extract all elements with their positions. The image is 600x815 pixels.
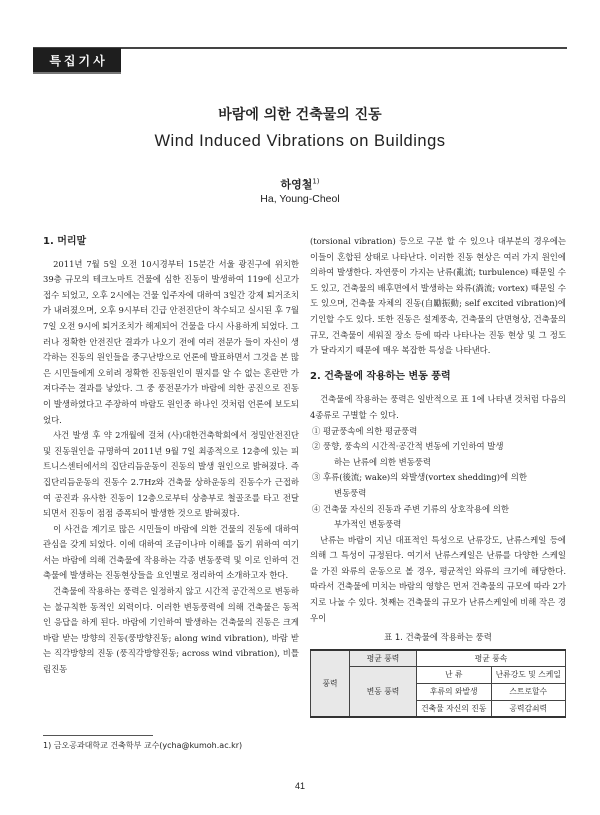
table-caption: 표 1. 건축물에 작용하는 풍력 bbox=[384, 632, 492, 643]
table-row bbox=[311, 650, 566, 667]
title-korean: 바람에 의한 건축물의 진동 bbox=[218, 107, 382, 123]
table-cell: 건축물 자신의 진동 bbox=[417, 700, 492, 717]
paragraph: 건축물에 작용하는 풍력은 일반적으로 표 1에 나타낸 것처럼 다음의 4종류로 구별할 수 있다. bbox=[310, 394, 566, 420]
footnote-rule bbox=[43, 735, 153, 736]
table-cell: 평균 풍속 bbox=[417, 650, 566, 667]
list-item: ④ 건축물 자신의 진동과 주변 기류의 상호작용에 의한 bbox=[312, 503, 509, 514]
paragraph: 난류는 바람이 지닌 대표적인 특성으로 난류강도, 난류스케일 등에 의해 그 특성이 규정된다. 여기서 난류스케일은 난류를 다양한 스케일을 가진 와류의 운동으로 볼 경우, 평균적인 와류의 크기에 해당한다. 따라서 건축물에 미치는 바람의 영향은 먼저 건축물의 규모에 따라 2가지로 나눌 수 있다. 첫째는 건축물의 규모가 난류스케일에 비해 작은 경우이 bbox=[310, 534, 566, 623]
list-item-continuation: 하는 난류에 의한 변동풍력 bbox=[334, 456, 431, 467]
author-korean bbox=[0, 176, 600, 192]
table-cell: 후류의 와발생 bbox=[417, 684, 492, 701]
left-column bbox=[43, 234, 299, 678]
list-item: ③ 후류(後流; wake)의 와발생(vortex shedding)에 의한 bbox=[312, 472, 527, 483]
author-english: Ha, Young-Cheol bbox=[260, 193, 340, 205]
paragraph-continuation: (torsional vibration) 등으로 구분 할 수 있으나 대부분의 경우에는 이들이 혼합된 상태로 나타난다. 이러한 진동 현상은 여러 가지 원인에 의하여 발생한다. 자연풍이 가지는 난류(亂流; turbulence) 때문일 수도 있고, 건축물의 배후면에서 발생하는 와류(渦流; vortex) 때문일 수도 있으며, 건축물 자체의 진동(自勵振動; self excited vibration)에 기인할 수도 있다. 또한 진동은 설계풍속, 건축물의 단면형상, 건축물의 규모, 건축물이 세워질 장소 등에 따라 나타나는 진동 현상 및 그 정도가 달라지기 때문에 매우 복잡한 특성을 나타낸다. bbox=[310, 236, 566, 356]
author-name: 하영철 bbox=[280, 178, 313, 191]
section-badge: 특집기사 bbox=[33, 48, 121, 72]
table-row-header: 풍력 bbox=[311, 650, 350, 717]
paragraph: 건축물에 작용하는 풍력은 일정하지 않고 시간적 공간적으로 변동하는 불규칙한 동적인 외력이다. 이러한 변동풍력에 의해 건축물은 동적인 응답을 하게 된다. 바람에 기인하여 발생하는 건축물의 진동은 크게 바람 받는 방향의 진동(풍방향진동; along wind vibration), 바람 받는 직각방향의 진동 (풍직각방향진동; across wind vibration), 비틀림진동 bbox=[43, 586, 299, 675]
paragraph: 이 사건을 계기로 많은 시민들이 바람에 의한 건물의 진동에 대하여 관심을 갖게 되었다. 이에 대하여 조금이나마 이해를 돕기 위하여 여기서는 바람에 의해 건축물에 작용하는 각종 변동풍력 및 이로 인하여 건축물에 발생하는 진동현상들을 요인별로 정리하여 소개하고자 한다. bbox=[43, 523, 299, 581]
table-cell: 스트로할수 bbox=[491, 684, 566, 701]
table-cell: 공력감쇠력 bbox=[491, 700, 566, 717]
paragraph: 2011년 7월 5일 오전 10시경부터 15분간 서울 광진구에 위치한 39층 규모의 테크노마트 건물에 심한 진동이 발생하여 119에 신고가 접수 되었고, 오후 2시에는 건물 입주자에 대하여 3일간 강제 퇴거조치가 내려졌으며, 오후 9시부터 긴급 안전진단이 착수되고 실시된 후 7월 7일 오전 9시에 퇴거조치가 해제되어 건물을 다시 사용하게 되었다. 그러나 정확한 안전진단 결과가 나오기 전에 여러 전문가 들이 자신이 생각하는 진동의 원인들을 중구난방으로 언론에 발표하면서 그것을 본 많은 시민들에게 오히려 정확한 진동원인이 뭔지를 알 수 없는 혼란만 가져다주는 결과를 낳았다. 그 중 풍전문가가 바람에 의한 공진으로 진동이 발생하였다고 주장하여 바람도 원인중 하나인 것처럼 언론에 보도되었다. bbox=[43, 258, 299, 425]
title-english: Wind Induced Vibrations on Buildings bbox=[154, 132, 446, 150]
table-row bbox=[311, 667, 566, 684]
list-item: ① 평균풍속에 의한 평균풍력 bbox=[312, 425, 418, 436]
section-heading-1: 1. 머리말 bbox=[43, 236, 87, 247]
table-cell: 변동 풍력 bbox=[350, 667, 417, 717]
author-footnote-mark: 1) bbox=[312, 177, 320, 186]
table-cell: 평균 풍력 bbox=[350, 650, 417, 667]
force-type-list bbox=[310, 424, 566, 533]
wind-force-table bbox=[310, 649, 566, 718]
section-heading-2: 2. 건축물에 작용하는 변동 풍력 bbox=[310, 370, 451, 382]
right-column bbox=[310, 234, 566, 718]
page-number: 41 bbox=[294, 781, 305, 791]
list-item-continuation: 변동풍력 bbox=[334, 487, 367, 498]
paragraph: 사건 발생 후 약 2개월에 걸쳐 (사)대한건축학회에서 정밀안전진단 및 진동원인을 규명하여 2011년 9월 7일 최종적으로 12층에 있는 피트니스센터에서의 집단리듬운동이 진동의 발생 원인으로 밝혀졌다. 즉 집단리듬운동의 진동수 2.7Hz와 건축물 상하운동의 진동수가 근접하여 공진과 유사한 진동이 12층으로부터 상층부로 철골조를 타고 전달되면서 진동이 점점 증폭되어 발생한 것으로 밝혀졌다. bbox=[43, 430, 299, 519]
list-item-continuation: 부가적인 변동풍력 bbox=[334, 519, 402, 530]
footnote: 1) 금오공과대학교 건축학부 교수(ycha@kumoh.ac.kr) bbox=[43, 741, 243, 750]
list-item: ② 풍향, 풍속의 시간적·공간적 변동에 기인하여 발생 bbox=[312, 441, 504, 452]
table-cell: 난류강도 및 스케일 bbox=[491, 667, 566, 684]
badge-underline bbox=[33, 72, 121, 74]
table-cell: 난 류 bbox=[417, 667, 492, 684]
